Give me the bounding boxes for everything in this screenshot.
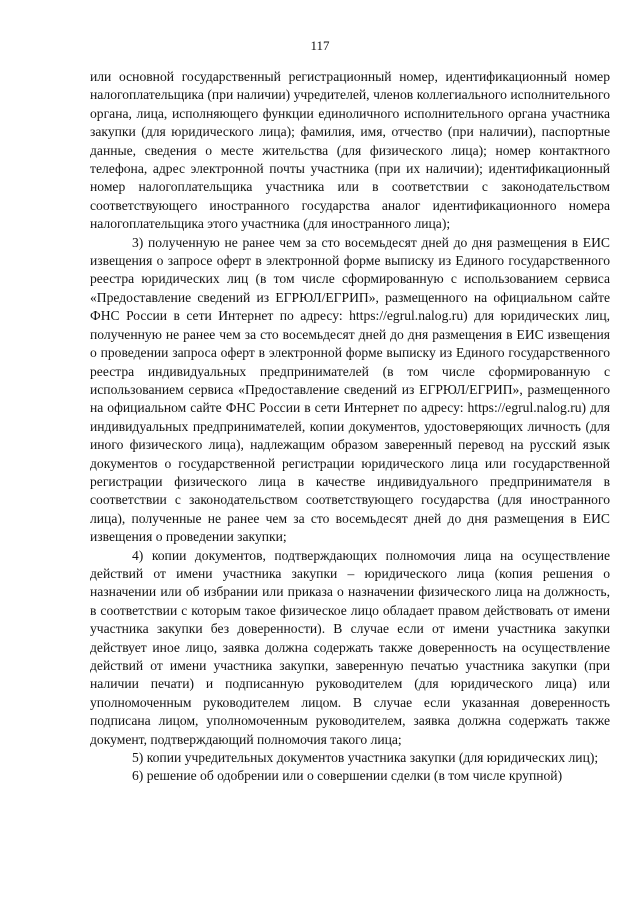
page-number: 117 [310, 38, 330, 53]
document-body [90, 68, 610, 786]
paragraph-item-6-transaction-approval: 6) решение об одобрении или о совершении сделки (в том числе крупной) [132, 768, 563, 784]
paragraph-item-3-registry-extract: 3) полученную не ранее чем за сто восемьдесят дней до дня размещения в ЕИС извещения о запросе оферт в электронной форме выписку из Единого государственного реестра юридических лиц (в том числе сформированную с использованием сервиса «Предоставление сведений из ЕГРЮЛ/ЕГРИП», размещенного на официальном сайте ФНС России в сети Интернет по адресу: https://egrul.nalog.ru) для юридических лиц, полученную не ранее чем за сто восемьдесят дней до дня размещения в ЕИС извещения о проведении запроса оферт в электронной форме выписку из Единого государственного реестра индивидуальных предпринимателей (в том числе сформированную с использованием сервиса «Предоставление сведений из ЕГРЮЛ/ЕГРИП», размещенного на официальном сайте ФНС России в сети Интернет по адресу: https://egrul.nalog.ru) для индивидуальных предпринимателей, копии документов, удостоверяющих личность (для иного физического лица), надлежащим образом заверенный перевод на русский язык документов о государственной регистрации юридического лица или государственной регистрации физического лица в качестве индивидуального предпринимателя в соответствии с законодательством соответствующего государства (для иностранного лица), полученные не ранее чем за сто восемьдесят дней до дня размещения в ЕИС извещения о проведении закупки; [90, 234, 610, 545]
paragraph-item-4-authority-documents: 4) копии документов, подтверждающих полномочия лица на осуществление действий от имени участника закупки – юридического лица (копия решения о назначении или об избрании или приказа о назначении физического лица на должность, в соответствии с которым такое физическое лицо обладает правом действовать от имени участника закупки без доверенности). В случае если от имени участника закупки действует иное лицо, заявка должна содержать также доверенность на осуществление действий от имени участника закупки, заверенную печатью участника закупки (при наличии печати) и подписанную руководителем (для юридического лица) или уполномоченным руководителем лицом. В случае если указанная доверенность подписана лицом, уполномоченным руководителем, заявка должна содержать также документ, подтверждающий полномочия такого лица; [90, 547, 610, 747]
paragraph-item-5-founding-documents: 5) копии учредительных документов участника закупки (для юридических лиц); [132, 750, 599, 766]
paragraph-participant-details: или основной государственный регистрационный номер, идентификационный номер налогоплательщика (при наличии) учредителей, членов коллегиального исполнительного органа, лица, исполняющего функции единоличного исполнительного органа участника закупки (для юридического лица); фамилия, имя, отчество (при наличии), паспортные данные, сведения о месте жительства (для физического лица); номер контактного телефона, адрес электронной почты участника (при их наличии); идентификационный номер налогоплательщика участника или в соответствии с законодательством соответствующего иностранного государства аналог идентификационного номера налогоплательщика этого участника (для иностранного лица); [90, 69, 610, 232]
